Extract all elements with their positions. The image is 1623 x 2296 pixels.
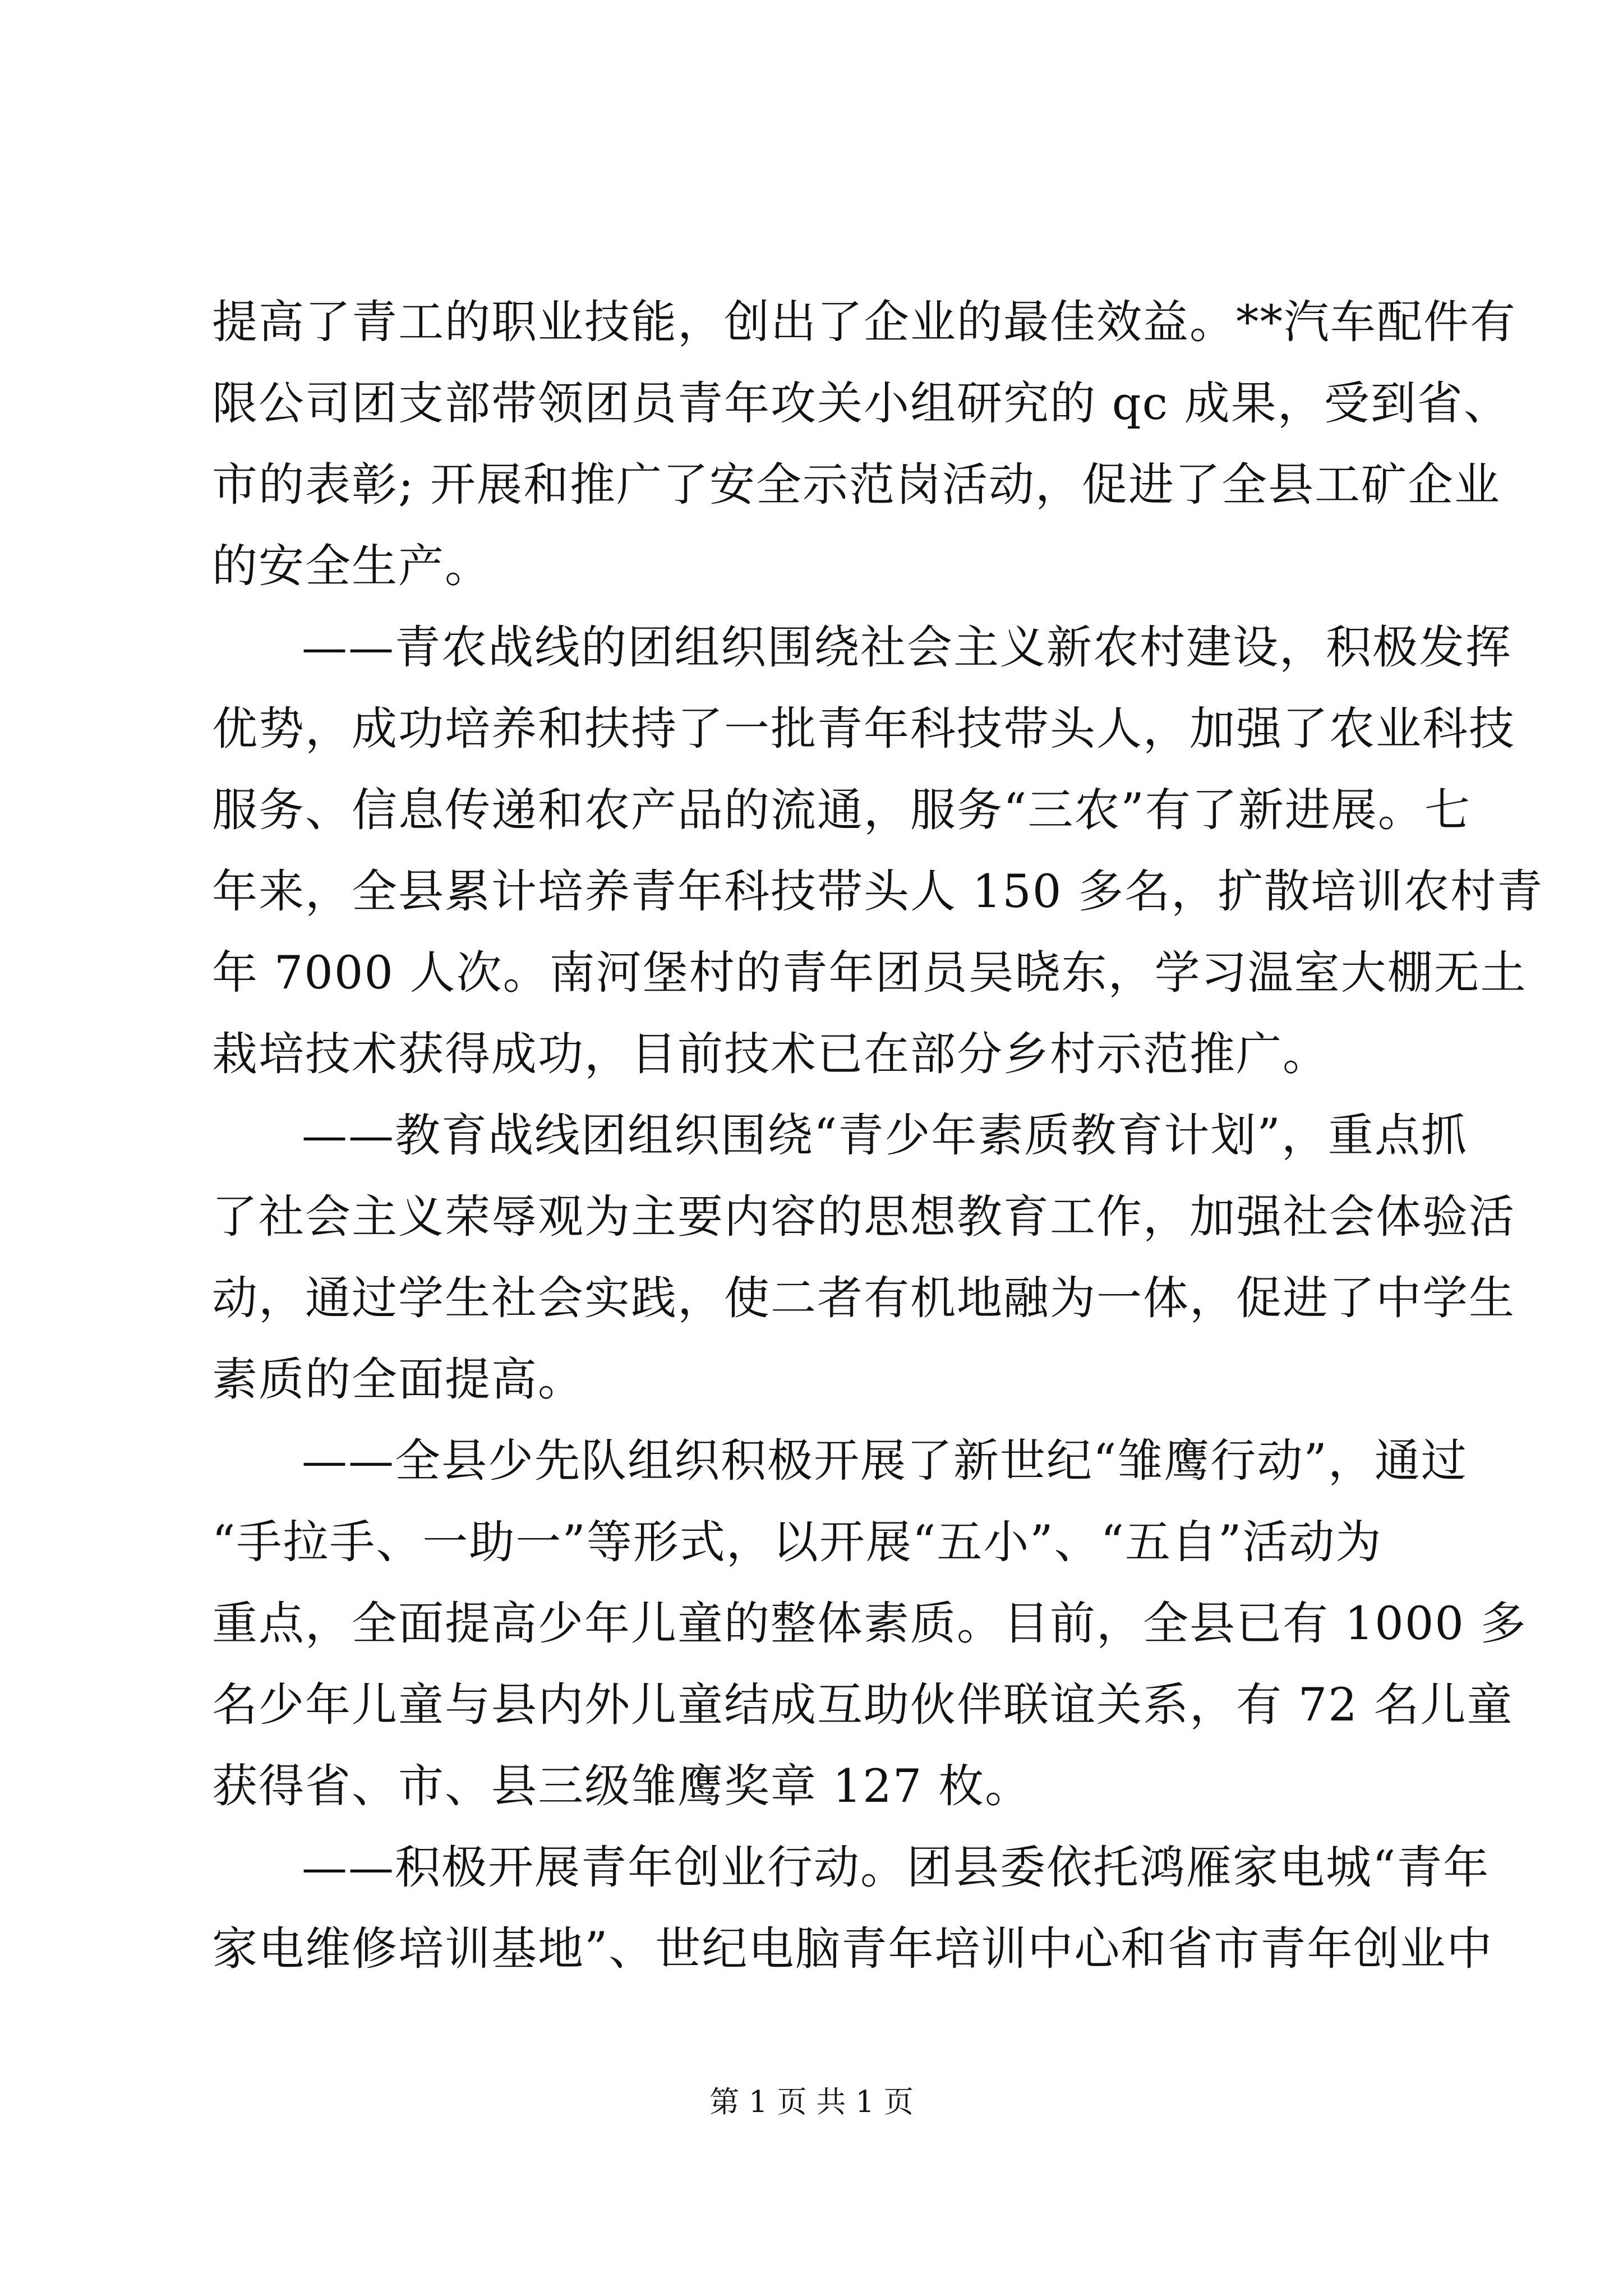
text-line: 限公司团支部带领团员青年攻关小组研究的 qc 成果，受到省、 bbox=[212, 378, 1510, 430]
text-line: 获得省、市、县三级雏鹰奖章 127 枚。 bbox=[212, 1760, 1032, 1813]
text-line: 的安全生产。 bbox=[212, 540, 492, 593]
paragraph-first-line: ——积极开展青年创业行动。团县委依托鸿雁家电城“青年 bbox=[302, 1842, 1490, 1894]
text-line: 优势，成功培养和扶持了一批青年科技带头人，加强了农业科技 bbox=[212, 703, 1516, 756]
text-line: 年 7000 人次。南河堡村的青年团员吴晓东，学习温室大棚无土 bbox=[212, 947, 1527, 1000]
page-number-footer: 第 1 页 共 1 页 bbox=[709, 2085, 914, 2119]
text-line: 动，通过学生社会实践，使二者有机地融为一体，促进了中学生 bbox=[212, 1272, 1516, 1325]
text-line: 服务、信息传递和农产品的流通，服务“三农”有了新进展。七 bbox=[212, 784, 1471, 837]
text-line: 名少年儿童与县内外儿童结成互助伙伴联谊关系，有 72 名儿童 bbox=[212, 1679, 1514, 1732]
text-line: 栽培技术获得成功，目前技术已在部分乡村示范推广。 bbox=[212, 1028, 1330, 1081]
text-line: 年来，全县累计培养青年科技带头人 150 多名，扩散培训农村青 bbox=[212, 866, 1544, 918]
paragraph-first-line: ——青农战线的团组织围绕社会主义新农村建设，积极发挥 bbox=[302, 622, 1513, 674]
text-line: 了社会主义荣辱观为主要内容的思想教育工作，加强社会体验活 bbox=[212, 1191, 1516, 1244]
text-line: 家电维修培训基地”、世纪电脑青年培训中心和省市青年创业中 bbox=[212, 1923, 1493, 1976]
text-line: 提高了青工的职业技能，创出了企业的最佳效益。**汽车配件有 bbox=[212, 296, 1517, 349]
text-line: 市的表彰; 开展和推广了安全示范岗活动，促进了全县工矿企业 bbox=[212, 459, 1501, 512]
paragraph-first-line: ——全县少先队组织积极开展了新世纪“雏鹰行动”，通过 bbox=[302, 1435, 1468, 1488]
text-line: 重点，全面提高少年儿童的整体素质。目前，全县已有 1000 多 bbox=[212, 1598, 1527, 1650]
text-line: 素质的全面提高。 bbox=[212, 1354, 585, 1406]
text-line: “手拉手、一助一”等形式，以开展“五小”、“五自”活动为 bbox=[212, 1516, 1382, 1569]
paragraph-first-line: ——教育战线团组织围绕“青少年素质教育计划”，重点抓 bbox=[302, 1110, 1468, 1162]
